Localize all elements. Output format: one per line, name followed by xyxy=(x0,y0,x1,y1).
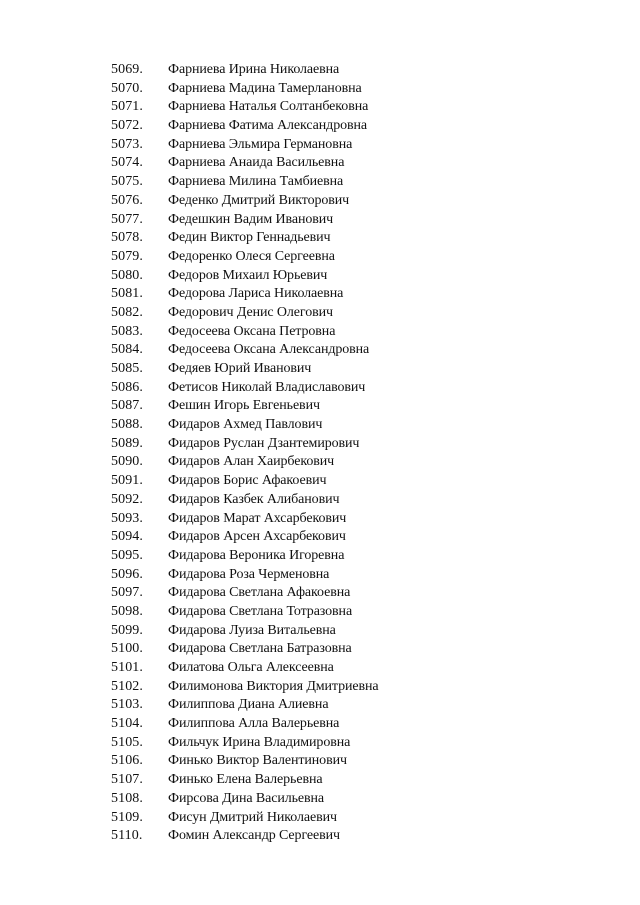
list-item xyxy=(111,603,379,622)
entry-number: 5073. xyxy=(111,136,143,152)
entry-number: 5078. xyxy=(111,230,143,246)
entry-full-name: Фарниева Анаида Васильевна xyxy=(168,155,345,171)
list-item xyxy=(111,285,379,304)
entry-full-name: Фирсова Дина Васильевна xyxy=(168,790,325,806)
entry-full-name: Федорович Денис Олегович xyxy=(168,304,333,320)
list-item xyxy=(111,416,379,435)
entry-number: 5085. xyxy=(111,361,143,376)
entry-full-name: Фешин Игорь Евгеньевич xyxy=(168,398,320,414)
entry-full-name: Фидаров Руслан Дзантемирович xyxy=(168,435,360,451)
list-item xyxy=(111,397,379,416)
entry-full-name: Фисун Дмитрий Николаевич xyxy=(168,809,337,825)
entry-number: 5109. xyxy=(111,809,143,825)
list-item xyxy=(111,61,379,80)
list-item xyxy=(111,584,379,603)
entry-number: 5091. xyxy=(111,473,143,489)
list-item xyxy=(111,827,379,846)
entry-number: 5079. xyxy=(111,248,143,264)
entry-number: 5084. xyxy=(111,342,143,358)
entry-full-name: Федяев Юрий Иванович xyxy=(168,361,312,376)
entry-full-name: Финько Елена Валерьевна xyxy=(168,772,323,788)
entry-number: 5088. xyxy=(111,417,143,433)
entry-full-name: Фарниева Милина Тамбиевна xyxy=(168,174,344,190)
entry-number: 5087. xyxy=(111,398,143,414)
list-item xyxy=(111,696,379,715)
entry-full-name: Фидаров Арсен Ахсарбекович xyxy=(168,529,346,545)
entry-full-name: Федешкин Вадим Иванович xyxy=(168,211,334,227)
entry-full-name: Фидарова Луиза Витальевна xyxy=(168,622,336,638)
list-item xyxy=(111,267,379,286)
entry-number: 5074. xyxy=(111,155,143,171)
entry-number: 5077. xyxy=(111,211,143,227)
list-item xyxy=(111,547,379,566)
entry-full-name: Фетисов Николай Владиславович xyxy=(168,379,366,395)
list-item xyxy=(111,678,379,697)
list-item xyxy=(111,491,379,510)
entry-full-name: Фомин Александр Сергеевич xyxy=(168,828,340,844)
entry-number: 5092. xyxy=(111,491,143,507)
list-item xyxy=(111,640,379,659)
entry-full-name: Фидарова Светлана Афакоевна xyxy=(168,585,351,601)
list-item xyxy=(111,622,379,641)
entry-full-name: Федоренко Олеся Сергеевна xyxy=(168,248,335,264)
entry-full-name: Филимонова Виктория Дмитриевна xyxy=(168,678,379,694)
entry-full-name: Фидарова Вероника Игоревна xyxy=(168,547,345,563)
entry-full-name: Филатова Ольга Алексеевна xyxy=(168,660,334,675)
entry-number: 5070. xyxy=(111,80,143,96)
entry-number: 5081. xyxy=(111,286,143,302)
entry-number: 5072. xyxy=(111,118,143,134)
entry-number: 5100. xyxy=(111,641,143,657)
name-list xyxy=(111,61,379,846)
list-item xyxy=(111,173,379,192)
entry-number: 5098. xyxy=(111,603,143,619)
list-item xyxy=(111,136,379,155)
entry-number: 5105. xyxy=(111,734,143,750)
entry-number: 5089. xyxy=(111,435,143,451)
entry-full-name: Федоров Михаил Юрьевич xyxy=(168,267,328,283)
list-item xyxy=(111,192,379,211)
entry-number: 5086. xyxy=(111,379,143,395)
entry-full-name: Фарниева Эльмира Германовна xyxy=(168,136,353,152)
entry-full-name: Фарниева Ирина Николаевна xyxy=(168,62,340,77)
list-item xyxy=(111,229,379,248)
entry-number: 5106. xyxy=(111,753,143,769)
list-item xyxy=(111,117,379,136)
entry-number: 5099. xyxy=(111,622,143,638)
entry-number: 5104. xyxy=(111,716,143,732)
list-item xyxy=(111,323,379,342)
entry-full-name: Фидаров Борис Афакоевич xyxy=(168,473,327,489)
list-item xyxy=(111,734,379,753)
list-item xyxy=(111,248,379,267)
entry-number: 5108. xyxy=(111,790,143,806)
entry-full-name: Фидарова Роза Черменовна xyxy=(168,566,330,582)
entry-number: 5096. xyxy=(111,566,143,582)
entry-full-name: Феденко Дмитрий Викторович xyxy=(168,192,350,208)
entry-full-name: Финько Виктор Валентинович xyxy=(168,753,347,769)
entry-number: 5083. xyxy=(111,323,143,339)
entry-number: 5094. xyxy=(111,529,143,545)
list-item xyxy=(111,211,379,230)
list-item xyxy=(111,304,379,323)
list-item xyxy=(111,659,379,678)
list-item xyxy=(111,341,379,360)
entry-full-name: Фидарова Светлана Батразовна xyxy=(168,641,352,657)
entry-full-name: Фидарова Светлана Тотразовна xyxy=(168,603,353,619)
entry-full-name: Фидаров Ахмед Павлович xyxy=(168,417,323,433)
entry-number: 5082. xyxy=(111,304,143,320)
list-item xyxy=(111,360,379,379)
list-item xyxy=(111,154,379,173)
entry-number: 5069. xyxy=(111,62,143,77)
entry-full-name: Федорова Лариса Николаевна xyxy=(168,286,344,302)
entry-number: 5080. xyxy=(111,267,143,283)
list-item xyxy=(111,80,379,99)
list-item xyxy=(111,98,379,117)
entry-full-name: Федосеева Оксана Петровна xyxy=(168,323,336,339)
entry-full-name: Фидаров Марат Ахсарбекович xyxy=(168,510,347,526)
entry-number: 5110. xyxy=(111,828,143,844)
list-item xyxy=(111,566,379,585)
entry-full-name: Фарниева Фатима Александровна xyxy=(168,118,368,134)
entry-full-name: Фарниева Наталья Солтанбековна xyxy=(168,99,369,115)
entry-full-name: Фидаров Алан Хаирбекович xyxy=(168,454,335,470)
list-item xyxy=(111,453,379,472)
entry-number: 5075. xyxy=(111,174,143,190)
entry-number: 5095. xyxy=(111,547,143,563)
entry-full-name: Фарниева Мадина Тамерлановна xyxy=(168,80,362,96)
entry-full-name: Фидаров Казбек Алибанович xyxy=(168,491,340,507)
entry-number: 5102. xyxy=(111,678,143,694)
list-item xyxy=(111,435,379,454)
list-item xyxy=(111,528,379,547)
list-item xyxy=(111,715,379,734)
list-item xyxy=(111,379,379,398)
list-item xyxy=(111,809,379,828)
entry-number: 5103. xyxy=(111,697,143,713)
entry-number: 5097. xyxy=(111,585,143,601)
entry-number: 5090. xyxy=(111,454,143,470)
list-item xyxy=(111,771,379,790)
entry-number: 5101. xyxy=(111,660,143,675)
entry-number: 5093. xyxy=(111,510,143,526)
list-item xyxy=(111,790,379,809)
list-item xyxy=(111,752,379,771)
list-item xyxy=(111,472,379,491)
entry-full-name: Фильчук Ирина Владимировна xyxy=(168,734,351,750)
entry-number: 5076. xyxy=(111,192,143,208)
entry-number: 5107. xyxy=(111,772,143,788)
entry-full-name: Федосеева Оксана Александровна xyxy=(168,342,370,358)
entry-number: 5071. xyxy=(111,99,143,115)
list-item xyxy=(111,510,379,529)
entry-full-name: Федин Виктор Геннадьевич xyxy=(168,230,331,246)
entry-full-name: Филиппова Алла Валерьевна xyxy=(168,716,340,732)
entry-full-name: Филиппова Диана Алиевна xyxy=(168,697,329,713)
